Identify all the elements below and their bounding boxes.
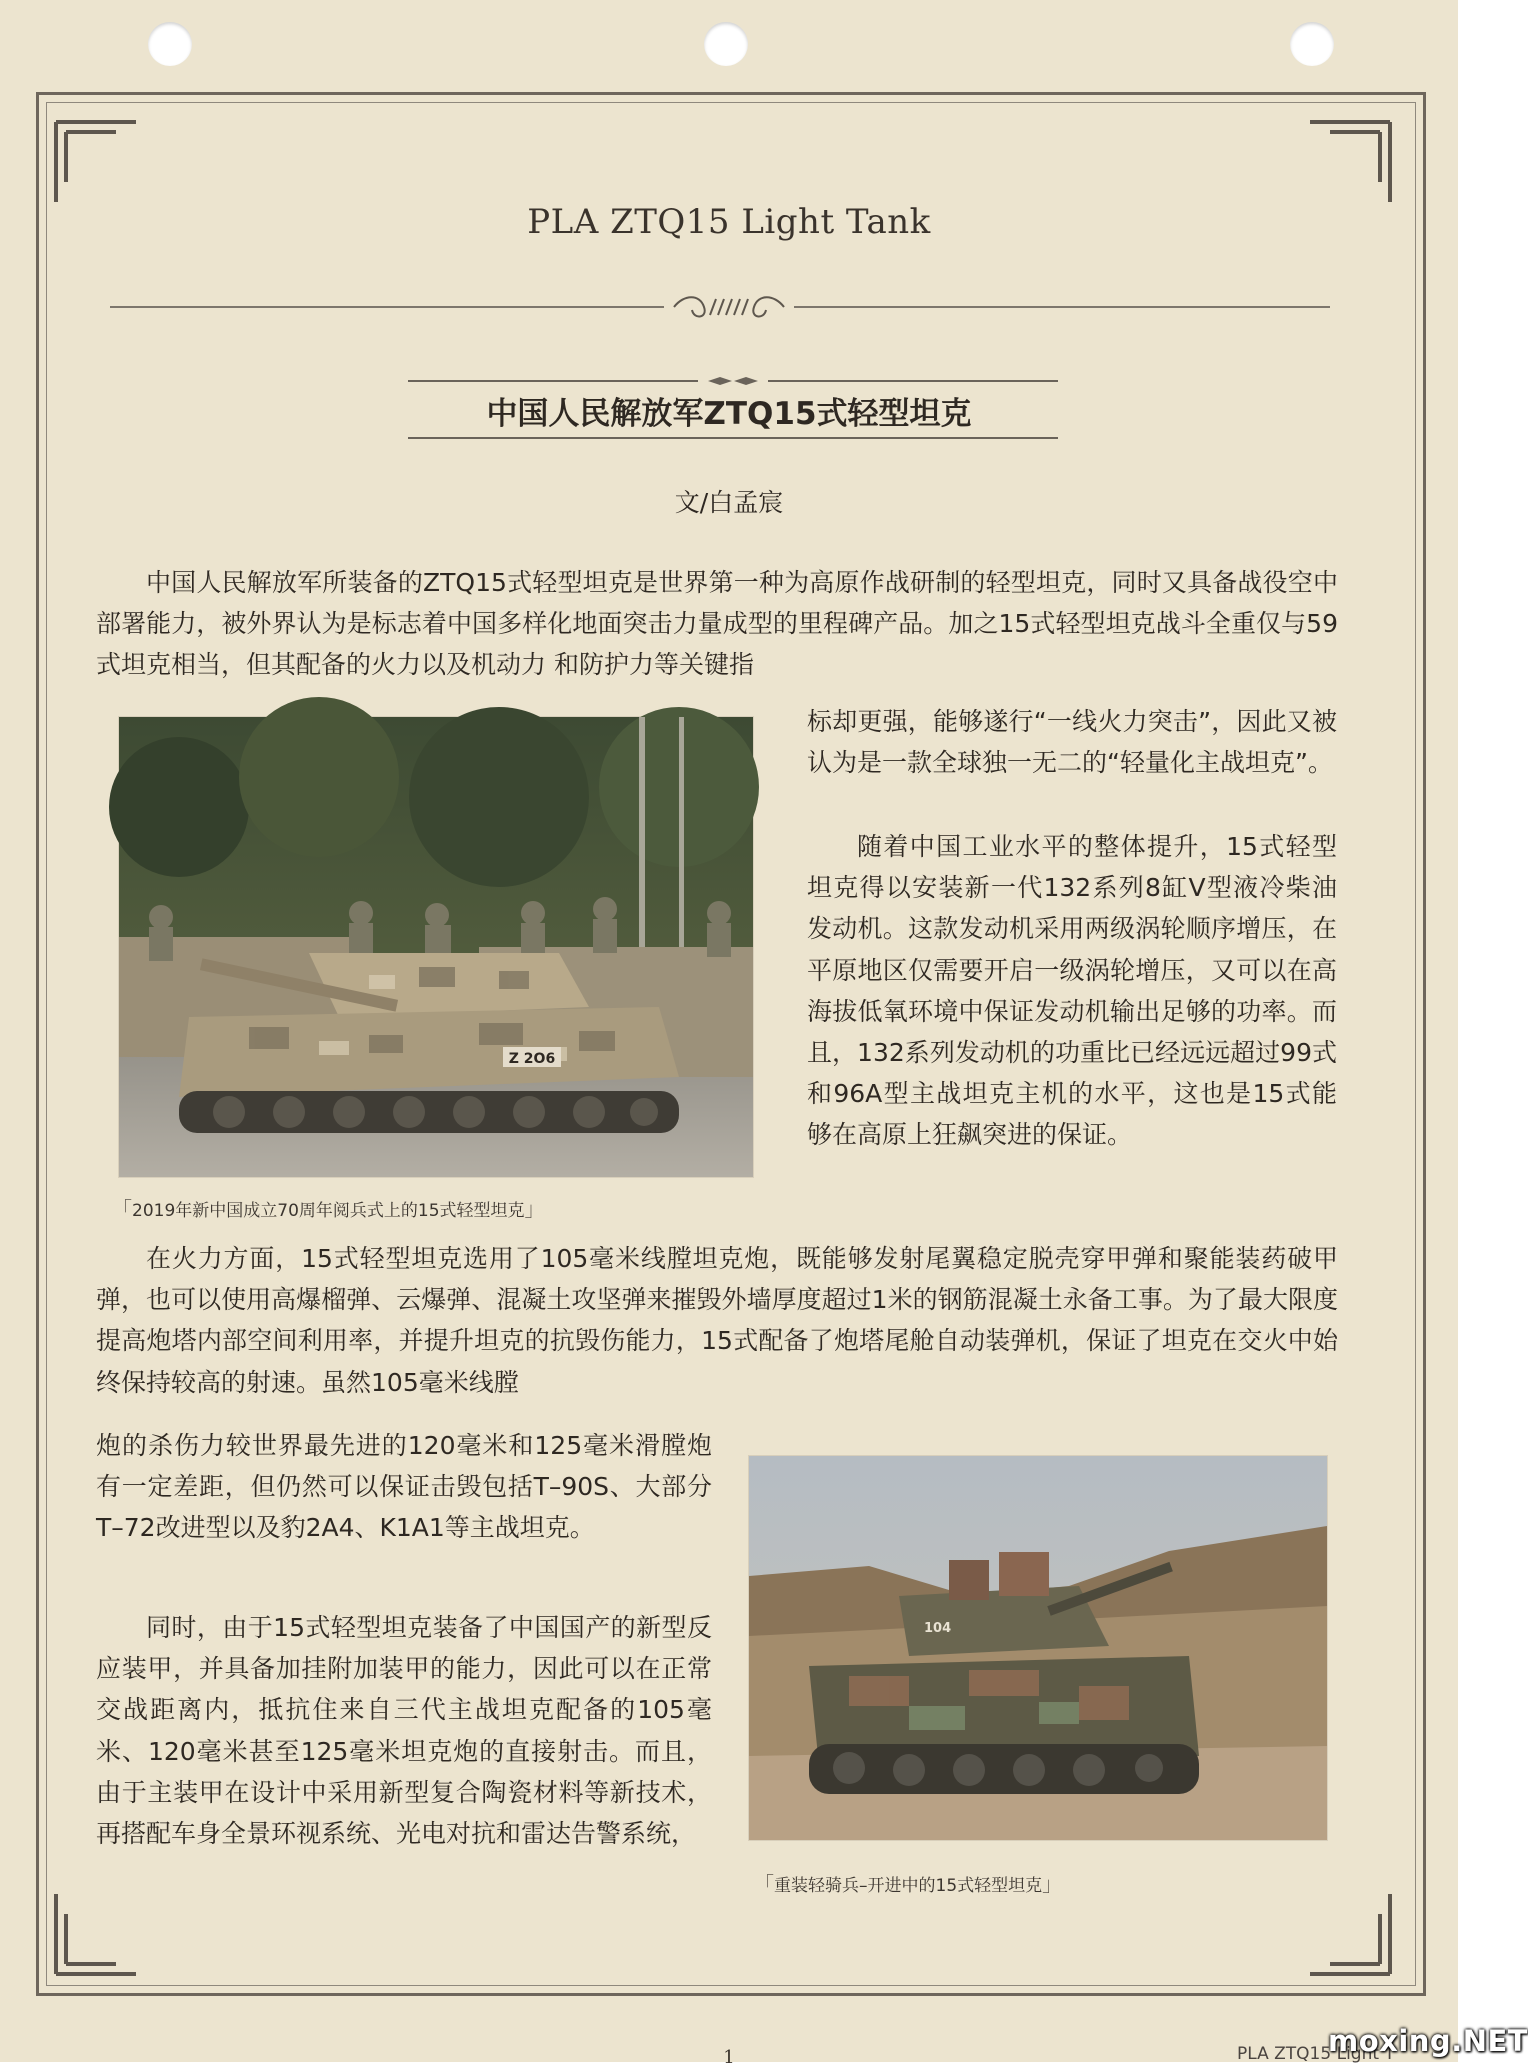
article-title: 中国人民解放军ZTQ15式轻型坦克 [486, 396, 972, 432]
site-watermark: moxing.NET [1328, 2024, 1528, 2058]
corner-ornament-bottom-left [52, 1888, 142, 1978]
tank-hull-number: 104 [924, 1621, 952, 1636]
photo-tank-advancing [748, 1455, 1328, 1841]
photo-1-caption-text: 2019年新中国成立70周年阅兵式上的15式轻型坦克 [132, 1201, 525, 1221]
caption-bracket-open-icon: 「 [112, 1197, 132, 1221]
punch-hole [1290, 22, 1334, 66]
corner-ornament-top-right [1304, 118, 1394, 208]
caption-bracket-close-icon: 」 [1042, 1872, 1063, 1896]
caption-bracket-close-icon: 」 [524, 1197, 545, 1221]
body-paragraph-3: 在火力方面，15式轻型坦克选用了105毫米线膛坦克炮，既能够发射尾翼稳定脱壳穿甲弹和聚能装药破甲弹，也可以使用高爆榴弹、云爆弹、混凝土攻坚弹来摧毁外墙厚度超过1米的钢筋混凝土永备工事。为了最大限度提高炮塔内部空间利用率，并提升坦克的抗毁伤能力，15式配备了炮塔尾舱自动装弹机，保证了坦克在交火中始终保持较高的射速。虽然105毫米线膛 [96, 1244, 1338, 1397]
running-footer-label: PLA ZTQ15 Light T [1237, 2044, 1395, 2064]
corner-ornament-bottom-right [1304, 1888, 1394, 1978]
title-rule-bottom [408, 433, 1058, 443]
body-paragraph-3-continuation: 炮的杀伤力较世界最先进的120毫米和125毫米滑膛炮有一定差距，但仍然可以保证击毁包括T–90S、大部分T–72改进型以及豹2A4、K1A1等主战坦克。 [96, 1431, 712, 1543]
page-number: 1 [723, 2047, 735, 2068]
body-paragraph-1: 中国人民解放军所装备的ZTQ15式轻型坦克是世界第一种为高原作战研制的轻型坦克，同时又具备战役空中部署能力，被外界认为是标志着中国多样化地面突击力量成型的里程碑产品。加之15式轻型坦克战斗全重仅与59式坦克相当，但其配备的火力以及机动力 和防护力等关键指 [96, 568, 1338, 680]
corner-ornament-top-left [52, 118, 142, 208]
header-flourish-ornament [664, 288, 794, 326]
punch-hole [704, 22, 748, 66]
photo-2-caption-text: 重装轻骑兵–开进中的15式轻型坦克 [774, 1876, 1043, 1896]
photo-2-caption [754, 1868, 1062, 1897]
title-rule-top [408, 376, 1058, 386]
body-paragraph-4: 同时，由于15式轻型坦克装备了中国国产的新型反应装甲，并具备加挂附加装甲的能力，因此可以在正常交战距离内，抵抗住来自三代主战坦克配备的105毫米、120毫米甚至125毫米坦克炮的直接射击。而且，由于主装甲在设计中采用新型复合陶瓷材料等新技术，再搭配车身全景环视系统、光电对抗和雷达告警系统， [96, 1613, 712, 1849]
running-header-title: PLA ZTQ15 Light Tank [527, 202, 931, 242]
photo-parade-tanks [118, 716, 754, 1178]
tank-hull-number: Z 2O6 [508, 1051, 556, 1067]
punch-hole [148, 22, 192, 66]
body-paragraph-1-continuation: 标却更强，能够遂行“一线火力突击”，因此又被认为是一款全球独一无二的“轻量化主战坦克”。 [807, 707, 1337, 778]
caption-bracket-open-icon: 「 [754, 1872, 774, 1896]
article-byline: 文/白孟宸 [674, 488, 784, 517]
body-paragraph-2: 随着中国工业水平的整体提升，15式轻型坦克得以安装新一代132系列8缸V型液冷柴油发动机。这款发动机采用两级涡轮顺序增压，在平原地区仅需要开启一级涡轮增压，又可以在高海拔低氧环境中保证发动机输出足够的功率。而且，132系列发动机的功重比已经远远超过99式和96A型主战坦克主机的水平，这也是15式能够在高原上狂飙突进的保证。 [807, 832, 1337, 1150]
photo-1-caption [112, 1193, 545, 1222]
